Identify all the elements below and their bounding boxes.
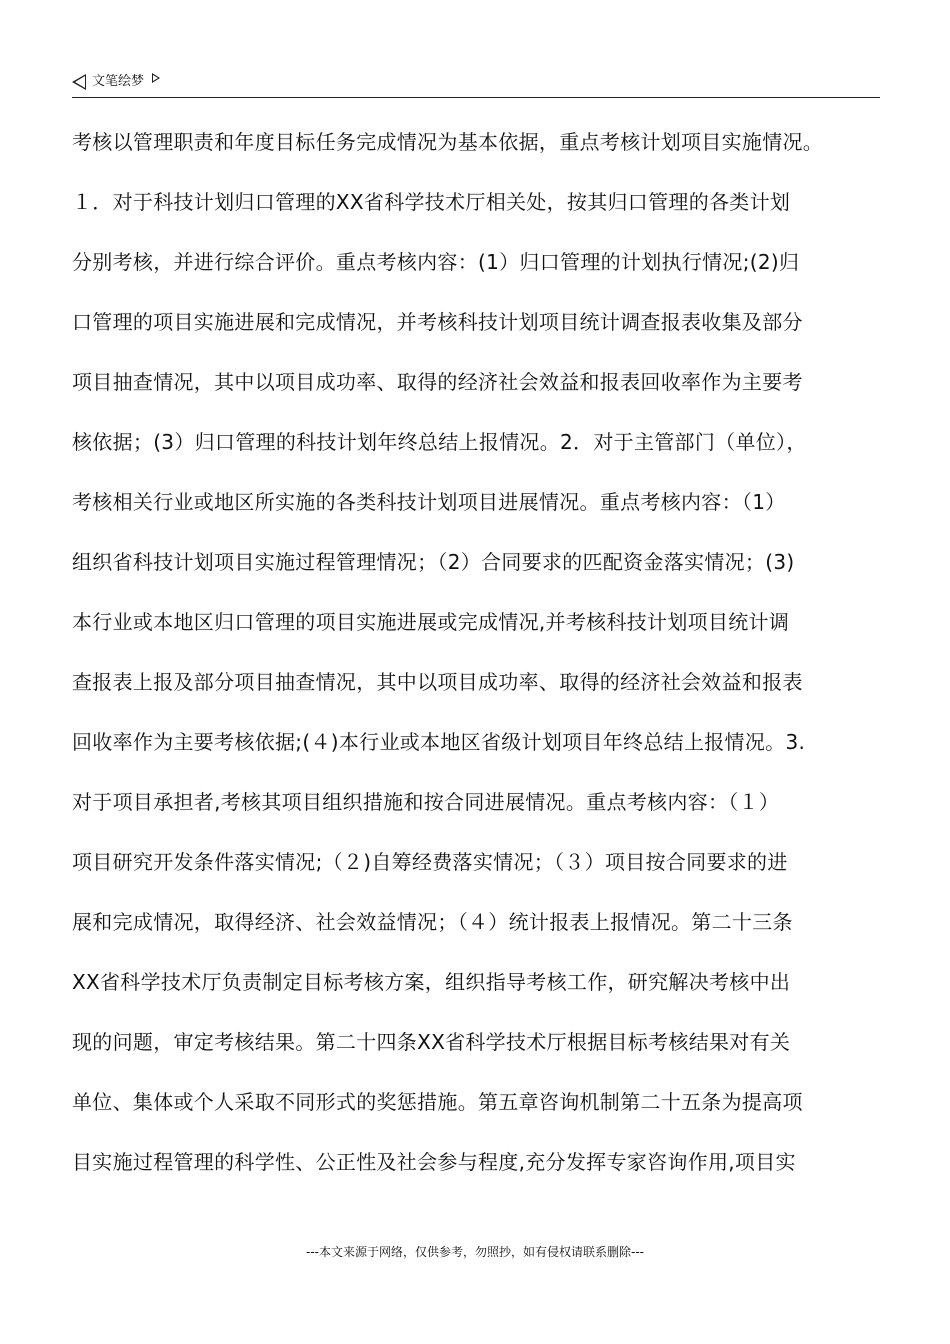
triangle-right-icon bbox=[152, 73, 160, 83]
body-line: 目实施过程管理的科学性、公正性及社会参与程度,充分发挥专家咨询作用,项目实 bbox=[72, 1150, 796, 1174]
body-line: 考核以管理职责和年度目标任务完成情况为基本依据，重点考核计划项目实施情况。 bbox=[72, 130, 824, 154]
header-divider bbox=[72, 97, 880, 98]
triangle-left-icon bbox=[72, 74, 86, 90]
body-line: XX省科学技术厅负责制定目标考核方案，组织指导考核工作，研究解决考核中出 bbox=[72, 970, 791, 994]
body-line: １．对于科技计划归口管理的XX省科学技术厅相关处，按其归口管理的各类计划 bbox=[72, 190, 791, 214]
body-line: 现的问题，审定考核结果。第二十四条XX省科学技术厅根据目标考核结果对有关 bbox=[72, 1030, 791, 1054]
body-line: 口管理的项目实施进展和完成情况，并考核科技计划项目统计调查报表收集及部分 bbox=[72, 310, 803, 334]
body-line: 考核相关行业或地区所实施的各类科技计划项目进展情况。重点考核内容：（1） bbox=[72, 490, 786, 514]
page-header bbox=[72, 70, 880, 98]
body-line: 回收率作为主要考核依据;(４)本行业或本地区省级计划项目年终总结上报情况。3. bbox=[72, 730, 806, 754]
body-line: 对于项目承担者,考核其项目组织措施和按合同进展情况。重点考核内容：（１） bbox=[72, 790, 780, 814]
body-line: 项目研究开发条件落实情况;（２)自筹经费落实情况；（３）项目按合同要求的进 bbox=[72, 850, 788, 874]
header-title: 文笔绘梦 bbox=[92, 74, 145, 89]
body-line: 展和完成情况，取得经济、社会效益情况；（４）统计报表上报情况。第二十三条 bbox=[72, 910, 793, 934]
document-body bbox=[72, 120, 884, 1200]
body-line: 项目抽查情况，其中以项目成功率、取得的经济社会效益和报表回收率作为主要考 bbox=[72, 370, 803, 394]
footer-disclaimer: ---本文来源于网络，仅供参考，勿照抄，如有侵权请联系删除--- bbox=[306, 1245, 644, 1259]
body-line: 组织省科技计划项目实施过程管理情况；（2）合同要求的匹配资金落实情况；(3) bbox=[72, 550, 795, 574]
body-line: 分别考核，并进行综合评价。重点考核内容：(1）归口管理的计划执行情况;(2)归 bbox=[72, 250, 800, 274]
header-brand bbox=[72, 74, 160, 90]
body-line: 单位、集体或个人采取不同形式的奖惩措施。第五章咨询机制第二十五条为提高项 bbox=[72, 1090, 803, 1114]
body-line: 本行业或本地区归口管理的项目实施进展或完成情况,并考核科技计划项目统计调 bbox=[72, 610, 790, 634]
body-line: 查报表上报及部分项目抽查情况，其中以项目成功率、取得的经济社会效益和报表 bbox=[72, 670, 803, 694]
body-line: 核依据；(3）归口管理的科技计划年终总结上报情况。2．对于主管部门（单位）， bbox=[72, 430, 807, 454]
